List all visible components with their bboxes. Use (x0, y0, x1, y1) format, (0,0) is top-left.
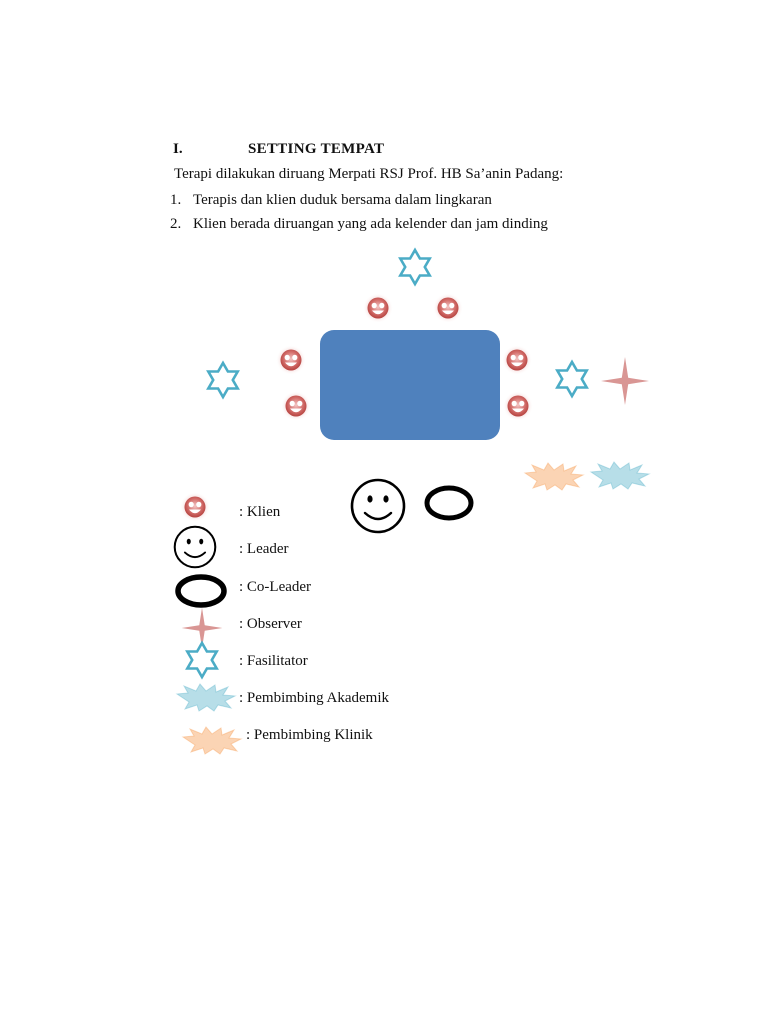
klien-icon (503, 391, 533, 421)
klien-icon (433, 293, 463, 323)
list-item-number: 1. (170, 192, 182, 208)
legend-label-klien: : Klien (239, 504, 281, 520)
list-item-text: Terapis dan klien duduk bersama dalam lingkaran (193, 192, 492, 208)
klien-icon (502, 345, 532, 375)
fasilitator-icon (208, 363, 237, 397)
legend-pembimbing-klinik-icon (183, 727, 241, 754)
observer-icon (601, 357, 649, 405)
klien-icon (276, 345, 306, 375)
legend-pembimbing-akademik-icon (177, 684, 235, 711)
fasilitator-icon (400, 250, 429, 284)
pembimbing-klinik-icon (525, 463, 583, 490)
legend-label-fasilitator: : Fasilitator (239, 653, 308, 669)
pembimbing-akademik-icon (591, 462, 649, 489)
fasilitator-icon (557, 362, 586, 396)
legend-label-pembimbing-klinik: : Pembimbing Klinik (246, 727, 373, 743)
klien-icon (281, 391, 311, 421)
legend-label-co-leader: : Co-Leader (239, 579, 312, 595)
legend-co-leader-icon (178, 577, 224, 605)
legend-leader-icon (175, 527, 216, 568)
legend-label-leader: : Leader (239, 541, 289, 557)
legend-label-pembimbing-akademik: : Pembimbing Akademik (239, 690, 389, 706)
list-item-number: 2. (170, 216, 182, 232)
legend-fasilitator-icon (187, 643, 216, 677)
co-leader-icon (427, 488, 471, 518)
klien-icon (363, 293, 393, 323)
legend-label-observer: : Observer (239, 616, 302, 632)
table-shape (320, 330, 500, 440)
section-number: I. (173, 141, 183, 157)
list-item-text: Klien berada diruangan yang ada kelender dan jam dinding (193, 216, 548, 232)
intro-text: Terapi dilakukan diruang Merpati RSJ Prof. HB Sa’anin Padang: (174, 166, 564, 182)
section-title: SETTING TEMPAT (248, 141, 385, 157)
leader-icon (352, 480, 404, 532)
legend-klien-icon (180, 492, 210, 522)
